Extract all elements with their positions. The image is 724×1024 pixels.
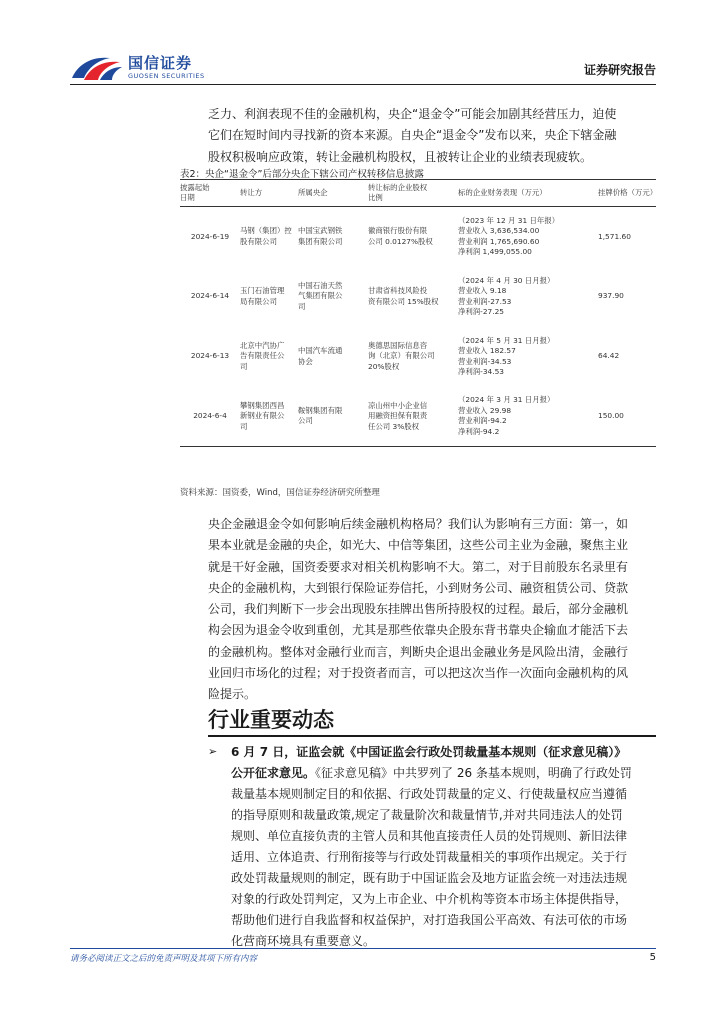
cell-date: 2024-6-4 bbox=[180, 387, 238, 447]
th-financials: 标的企业财务表现（万元） bbox=[456, 180, 596, 207]
analysis-line: 央企金融退金令如何影响后续金融机构格局？我们认为影响有三方面：第一，如 bbox=[208, 517, 629, 531]
guosen-logo bbox=[70, 50, 230, 84]
cell-target: 凉山州中小企业信 用融资担保有限责 任公司 3%股权 bbox=[366, 387, 456, 447]
cell-financials: （2024 年 4 月 30 日月报） 营业收入 9.18 营业利润-27.53 净利润-27.25 bbox=[458, 275, 555, 316]
news-body-line: 《征求意见稿》中共罗列了 26 条基本规则，明确了行政处罚 bbox=[315, 766, 632, 780]
cell-owner: 中国石油天然 气集团有限公 司 bbox=[298, 280, 343, 311]
th-price: 挂牌价格（万元） bbox=[596, 180, 656, 207]
intro-line: 它们在短时间内寻找新的资本来源。自央企“退金令”发布以来，央企下辖金融 bbox=[208, 128, 617, 143]
equity-transfer-table bbox=[180, 179, 656, 447]
cell-price: 150.00 bbox=[596, 387, 656, 447]
analysis-line: 央企的金融机构，大到银行保险证券信托，小到财务公司、融资租赁公司、贷款 bbox=[208, 580, 629, 595]
bullet-arrow-icon: ➢ bbox=[208, 745, 218, 758]
table-source-note: 资料来源：国资委，Wind，国信证券经济研究所整理 bbox=[180, 488, 380, 498]
report-type-label: 证券研究报告 bbox=[583, 63, 656, 77]
table-row bbox=[180, 267, 656, 327]
cell-owner: 鞍钢集团有限 公司 bbox=[296, 387, 366, 447]
news-headline-line: 6 月 7 日，证监会就《中国证监会行政处罚裁量基本规则（征求意见稿）》 bbox=[231, 745, 627, 759]
cell-financials: （2024 年 3 月 31 日月报） 营业收入 29.98 营业利润-94.2 净利润-94.2 bbox=[456, 387, 596, 447]
cell-seller: 马钢（集团）控 股有限公司 bbox=[240, 226, 292, 246]
analysis-line: 就是干好金融，国资委要求对相关机构影响不大。第二，对于目前股东名录里有 bbox=[208, 559, 629, 574]
news-body-line: 化营商环境具有重要意义。 bbox=[231, 934, 376, 948]
cell-seller: 攀钢集团西昌 新钢业有限公 司 bbox=[238, 387, 296, 447]
footer-disclaimer: 请务必阅读正文之后的免责声明及其项下所有内容 bbox=[70, 954, 258, 964]
intro-line: 乏力、利润表现不佳的金融机构，央企“退金令”可能会加剧其经营压力，迫使 bbox=[208, 107, 617, 121]
analysis-line: 果本业就是金融的央企，如光大、中信等集团，这些公司主业为金融，聚焦主业 bbox=[208, 538, 629, 553]
header-divider bbox=[70, 84, 656, 85]
news-body-line: 的指导原则和裁量政策,规定了裁量阶次和裁量情节,并对共同违法人的处罚 bbox=[231, 808, 623, 822]
cell-seller: 北京中汽协广 告有限责任公 司 bbox=[240, 340, 285, 371]
cell-owner: 中国宝武钢铁 集团有限公司 bbox=[298, 226, 343, 246]
news-body-line: 裁量基本规则制定目的和依据、行政处罚裁量的定义、行使裁量权应当遵循 bbox=[231, 787, 628, 801]
cell-price: 937.90 bbox=[598, 291, 624, 301]
analysis-line: 的金融机构。整体对金融行业而言，判断央企退出金融业务是风险出清，金融行 bbox=[208, 644, 629, 659]
table-row bbox=[180, 387, 656, 447]
cell-date: 2024-6-14 bbox=[190, 291, 230, 301]
news-body-line: 对象的行政处罚判定，又为上市企业、中介机构等资本市场主体提供指导， bbox=[231, 892, 628, 906]
footer-divider bbox=[70, 948, 656, 949]
th-date: 披露起始 日期 bbox=[180, 180, 238, 207]
news-item bbox=[231, 742, 656, 952]
news-body-line: 规则、单位直接负责的主管人员和其他直接责任人员的处罚规则、新旧法律 bbox=[231, 829, 628, 843]
section-divider bbox=[208, 735, 656, 737]
cell-date: 2024-6-19 bbox=[190, 231, 230, 241]
section-title: 行业重要动态 bbox=[208, 708, 334, 732]
table-row bbox=[180, 327, 656, 387]
table-caption: 表2：央企“退金令”后部分央企下辖公司产权转移信息披露 bbox=[180, 169, 424, 180]
guosen-logo-mark-icon bbox=[70, 52, 124, 82]
cell-target: 甘肃省科技风险投 资有限公司 15%股权 bbox=[368, 286, 439, 306]
analysis-line: 业回归市场化的过程；对于投资者而言，可以把这次当作一次面向金融机构的风 bbox=[208, 666, 629, 681]
news-body-line: 政处罚裁量规则的制定，既有助于中国证监会及地方证监会统一对违法违规 bbox=[231, 871, 628, 885]
cell-target: 奥德思国际信息咨 询（北京）有限公司 20%股权 bbox=[368, 340, 435, 371]
cell-financials: （2023 年 12 月 31 日年报） 营业收入 3,636,534.00 营业利润 1,765,690.60 净利润 1,499,055.00 bbox=[458, 215, 560, 257]
cell-target: 徽商银行股份有限 公司 0.0127%股权 bbox=[368, 226, 433, 246]
cell-price: 64.42 bbox=[598, 351, 620, 361]
cell-financials: （2024 年 5 月 31 日月报） 营业收入 182.57 营业利润-34.53 净利润-34.53 bbox=[458, 335, 555, 376]
news-body-line: 帮助他们进行自我监督和权益保护，对打造我国公平高效、有法可依的市场 bbox=[231, 913, 628, 927]
news-body-line: 适用、立体追责、行刑衔接等与行政处罚裁量相关的事项作出规定。关于行 bbox=[231, 850, 628, 864]
logo-chinese-name: 国信证券 bbox=[128, 54, 193, 72]
analysis-line: 险提示。 bbox=[208, 687, 257, 702]
page-header bbox=[70, 50, 656, 84]
logo-english-name: GUOSEN SECURITIES bbox=[128, 72, 205, 80]
th-seller: 转让方 bbox=[238, 180, 296, 207]
th-target: 转让标的企业股权 比例 bbox=[366, 180, 456, 207]
cell-date: 2024-6-13 bbox=[190, 351, 230, 361]
table-row bbox=[180, 207, 656, 267]
intro-line: 股权积极响应政策，转让金融机构股权，且被转让企业的业绩表现疲软。 bbox=[208, 149, 593, 164]
analysis-line: 公司，我们判断下一步会出现股东挂牌出售所持股权的过程。最后，部分金融机 bbox=[208, 602, 629, 617]
table-header-row bbox=[180, 180, 656, 207]
news-headline-lead: 公开征求意见。 bbox=[231, 766, 316, 780]
intro-paragraph bbox=[208, 104, 656, 168]
page-number: 5 bbox=[649, 952, 656, 963]
th-owner: 所属央企 bbox=[296, 180, 366, 207]
analysis-paragraph bbox=[208, 514, 656, 706]
analysis-line: 构会因为退金令收到重创，尤其是那些依靠央企股东背书靠央企输血才能活下去 bbox=[208, 623, 629, 638]
cell-owner: 中国汽车流通 协会 bbox=[298, 346, 343, 366]
cell-seller: 玉门石油管理 局有限公司 bbox=[240, 286, 285, 306]
cell-price: 1,571.60 bbox=[598, 231, 631, 241]
